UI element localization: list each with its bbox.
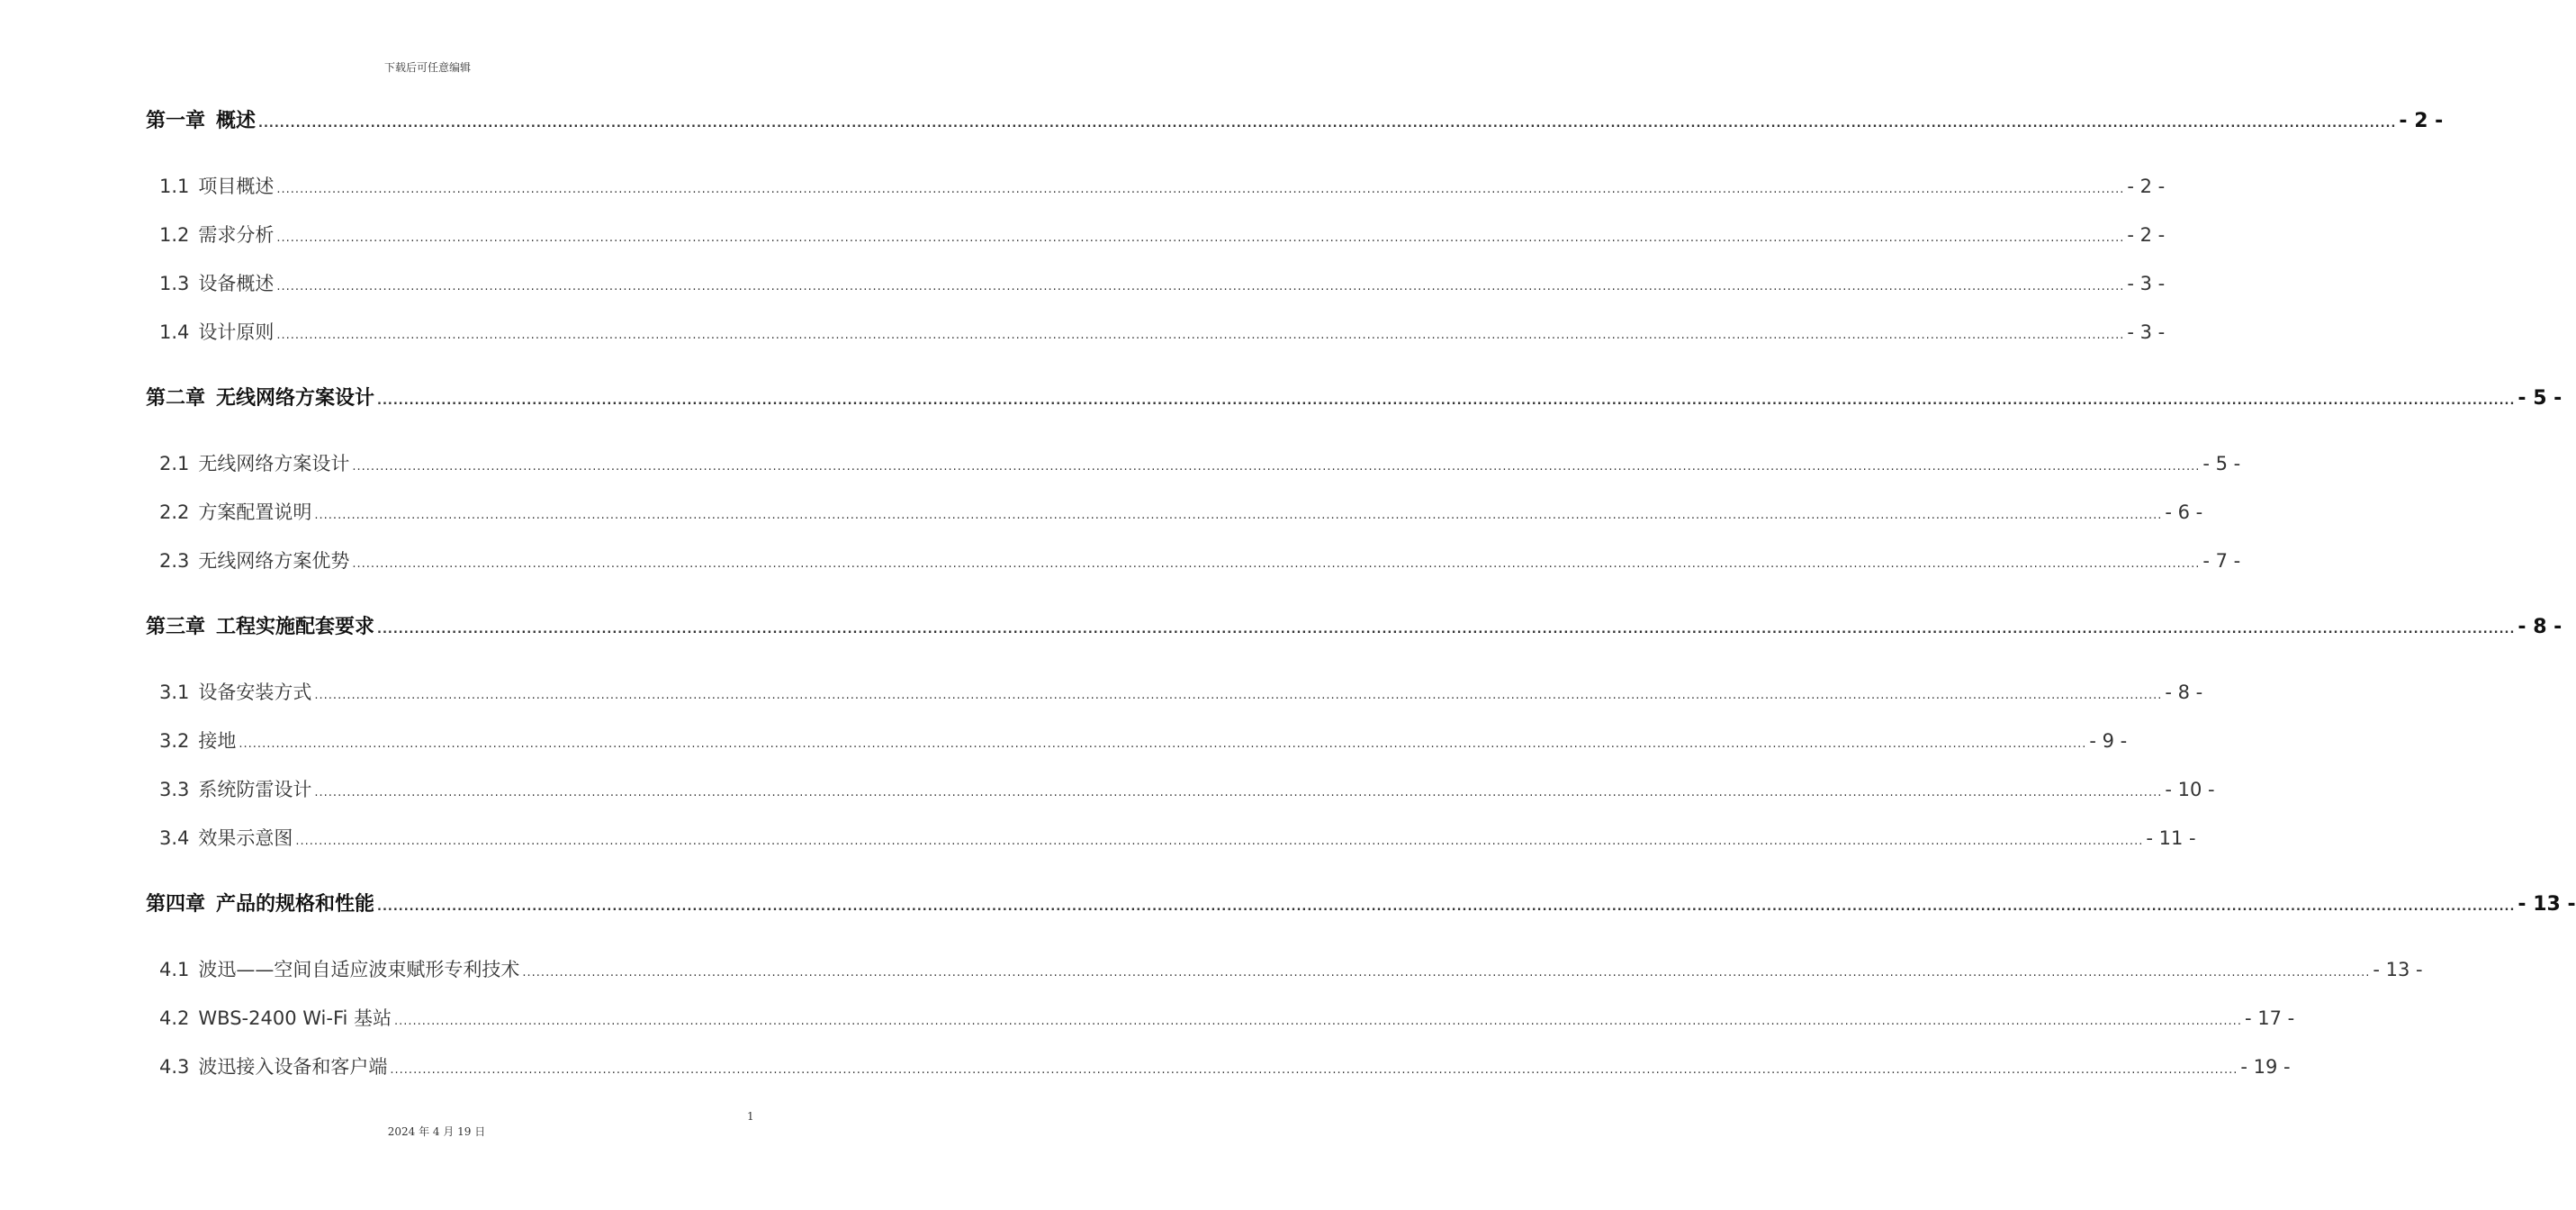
toc-section-entry [159,678,2203,705]
toc-dot-leader: ................................................................................................................................................................................................................................................................................................................................................................................................................ [314,509,2163,522]
toc-entry-page: - 13 - [2517,893,2576,916]
toc-entry-page: - 3 - [2127,321,2166,343]
toc-dot-leader: ................................................................................................................................................................................................................................................................................................................................................................................................................ [377,623,2516,637]
toc-section-entry [159,221,2166,248]
toc-entry-title: 设备安装方式 [198,682,312,703]
toc-entry-title: 产品的规格和性能 [216,893,375,916]
header-note: 下载后可任意编辑 [383,61,471,74]
toc-entry-page: - 3 - [2127,273,2166,294]
page-number: 1 [747,1110,754,1123]
toc-entry-number: 1.1 [159,176,190,197]
toc-dot-leader: ................................................................................................................................................................................................................................................................................................................................................................................................................ [377,900,2516,914]
toc-dot-leader: ................................................................................................................................................................................................................................................................................................................................................................................................................ [352,460,2201,474]
toc-entry-number: 2.1 [159,453,190,474]
toc-section-entry [159,172,2166,199]
toc-entry-number: 第四章 [146,893,206,916]
toc-entry-number: 第二章 [146,387,206,410]
toc-dot-leader: ................................................................................................................................................................................................................................................................................................................................................................................................................ [239,737,2087,751]
toc-dot-leader: ................................................................................................................................................................................................................................................................................................................................................................................................................ [276,183,2125,196]
toc-entry-page: - 11 - [2146,827,2196,849]
toc-dot-leader: ................................................................................................................................................................................................................................................................................................................................................................................................................ [352,557,2201,571]
toc-entry-title: 波迅——空间自适应波束赋形专利技术 [198,959,520,980]
toc-entry-title: 系统防雷设计 [198,779,312,800]
toc-entry-number: 3.4 [159,827,190,849]
toc-entry-title: 方案配置说明 [198,501,312,523]
toc-dot-leader: ................................................................................................................................................................................................................................................................................................................................................................................................................ [295,835,2144,848]
toc-dot-leader: ................................................................................................................................................................................................................................................................................................................................................................................................................ [377,394,2516,408]
toc-entry-number: 2.3 [159,550,190,572]
toc-entry-title: 接地 [198,730,237,752]
toc-dot-leader: ................................................................................................................................................................................................................................................................................................................................................................................................................ [276,280,2125,293]
toc-entry-title: 效果示意图 [198,827,293,849]
toc-entry-page: - 2 - [2127,224,2166,246]
toc-dot-leader: ................................................................................................................................................................................................................................................................................................................................................................................................................ [314,786,2163,799]
toc-section-entry [159,318,2166,345]
toc-entry-number: 1.3 [159,273,190,294]
toc-section-entry [159,1004,2295,1031]
toc-entry-page: - 2 - [2399,110,2444,132]
toc-section-entry [159,775,2215,802]
toc-section-entry [159,498,2203,525]
toc-entry-number: 2.2 [159,501,190,523]
footer-date: 2024 年 4 月 19 日 [387,1125,486,1138]
toc-entry-number: 3.3 [159,779,190,800]
toc-entry-page: - 19 - [2240,1056,2291,1078]
toc-section-entry [159,824,2196,851]
toc-chapter-entry [146,383,2562,411]
toc-section-entry [159,449,2241,476]
toc-entry-title: 项目概述 [198,176,275,197]
toc-entry-title: 波迅接入设备和客户端 [198,1056,388,1078]
toc-entry-title: 设备概述 [198,273,275,294]
toc-section-entry [159,269,2166,296]
toc-entry-title: 无线网络方案设计 [216,387,375,410]
toc-chapter-entry [146,105,2444,133]
toc-chapter-entry [146,889,2576,917]
toc-entry-title: WBS-2400 Wi-Fi 基站 [198,1007,392,1029]
toc-chapter-entry [146,611,2562,639]
toc-section-entry [159,955,2423,982]
toc-entry-page: - 9 - [2089,730,2128,752]
toc-entry-number: 4.1 [159,959,190,980]
toc-entry-page: - 7 - [2202,550,2241,572]
toc-section-entry [159,546,2241,573]
toc-entry-number: 1.4 [159,321,190,343]
toc-entry-number: 4.2 [159,1007,190,1029]
toc-dot-leader: ................................................................................................................................................................................................................................................................................................................................................................................................................ [390,1063,2238,1077]
toc-entry-number: 3.1 [159,682,190,703]
toc-dot-leader: ................................................................................................................................................................................................................................................................................................................................................................................................................ [394,1015,2242,1028]
toc-entry-page: - 10 - [2165,779,2215,800]
toc-entry-number: 1.2 [159,224,190,246]
toc-entry-title: 无线网络方案设计 [198,453,350,474]
toc-entry-number: 第一章 [146,110,206,132]
toc-dot-leader: ................................................................................................................................................................................................................................................................................................................................................................................................................ [314,689,2163,702]
toc-entry-page: - 5 - [2517,387,2562,410]
toc-entry-page: - 13 - [2373,959,2423,980]
toc-entry-number: 3.2 [159,730,190,752]
toc-entry-number: 第三章 [146,616,206,638]
toc-entry-title: 工程实施配套要求 [216,616,375,638]
toc-entry-title: 需求分析 [198,224,275,246]
toc-entry-page: - 8 - [2165,682,2203,703]
toc-entry-title: 无线网络方案优势 [198,550,350,572]
toc-entry-page: - 2 - [2127,176,2166,197]
toc-entry-page: - 6 - [2165,501,2203,523]
toc-dot-leader: ................................................................................................................................................................................................................................................................................................................................................................................................................ [522,966,2371,980]
toc-dot-leader: ................................................................................................................................................................................................................................................................................................................................................................................................................ [258,117,2397,131]
toc-entry-page: - 8 - [2517,616,2562,638]
toc-section-entry [159,727,2128,754]
toc-dot-leader: ................................................................................................................................................................................................................................................................................................................................................................................................................ [276,231,2125,245]
toc-entry-page: - 5 - [2202,453,2241,474]
toc-entry-title: 设计原则 [198,321,275,343]
toc-dot-leader: ................................................................................................................................................................................................................................................................................................................................................................................................................ [276,329,2125,342]
toc-entry-page: - 17 - [2244,1007,2295,1029]
toc-entry-number: 4.3 [159,1056,190,1078]
toc-entry-title: 概述 [216,110,257,132]
toc-section-entry [159,1052,2291,1079]
